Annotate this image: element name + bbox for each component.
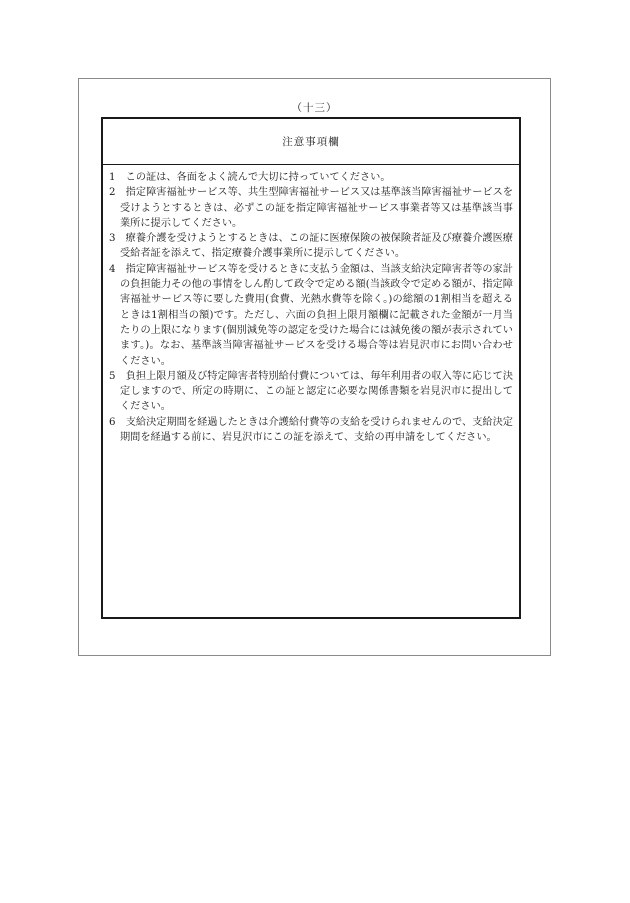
- note-item-3: 3 療養介護を受けようとするときは、この証に医療保険の被保険者証及び療養介護医療受給者証を添えて、指定療養介護事業所に提示してください。: [109, 233, 513, 260]
- note-item-1: 1 この証は、各面をよく読んで大切に持っていてください。: [109, 172, 391, 183]
- page-number: （十三）: [291, 102, 338, 114]
- notes-list: [103, 165, 519, 445]
- note-item-4: 4 指定障害福祉サービス等を受けるときに支払う金額は、当該支給決定障害者等の家計の負担能力その他の事情をしん酌して政令で定める額(当該政令で定める額が、指定障害福祉サービス等に要した費用(食費、光熱水費等を除く。)の総額の1割相当を超えるときは1割相当の額)です。ただし、六面の負担上限月額欄に記載された金額が一月当たりの上限になります(個別減免等の認定を受けた場合には減免後の額が表示されています。)。なお、基準該当障害福祉サービスを受ける場合等は岩見沢市にお問い合わせください。: [109, 263, 513, 367]
- note-item-5: 5 負担上限月額及び特定障害者特別給付費については、毎年利用者の収入等に応じて決定しますので、所定の時期に、この証と認定に必要な関係書類を岩見沢市に提出してください。: [109, 370, 513, 413]
- document-page: [78, 78, 551, 656]
- notes-section-title: 注意事項欄: [103, 119, 519, 165]
- note-item-2: 2 指定障害福祉サービス等、共生型障害福祉サービス又は基準該当障害福祉サービスを受けようとするときは、必ずこの証を指定障害福祉サービス事業者等又は基準該当事業所に提示してください。: [109, 187, 513, 229]
- note-item-6: 6 支給決定期間を経過したときは介護給付費等の支給を受けられませんので、支給決定期間を経過する前に、岩見沢市にこの証を添えて、支給の再申請をしてください。: [109, 416, 513, 444]
- notes-section: [101, 117, 521, 619]
